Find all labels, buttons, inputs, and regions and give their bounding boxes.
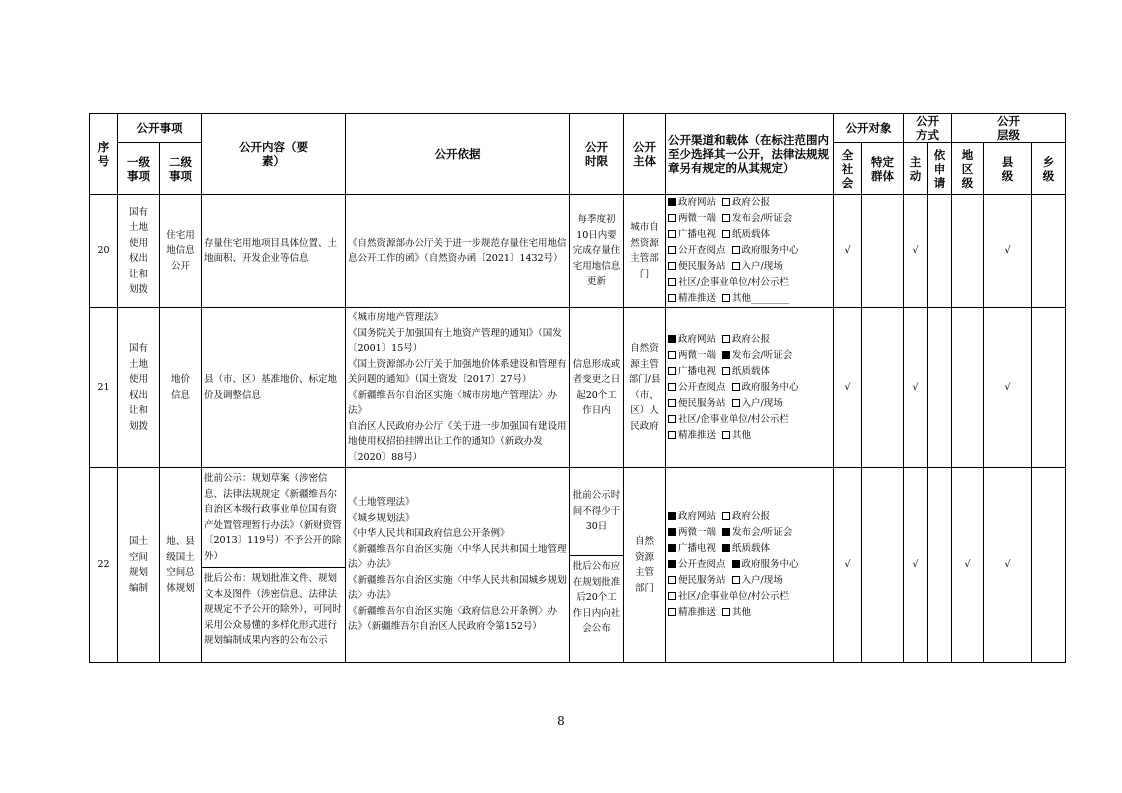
channel-label: 入户/现场: [741, 261, 783, 272]
header-target-specific: 特定群体: [862, 143, 904, 195]
channel-label: 政府网站: [678, 511, 717, 522]
cell-time-limit: 每季度初10日内要完成存量住宅用地信息更新: [570, 195, 624, 308]
basis-item: 《土地管理法》: [348, 497, 415, 509]
channel-line: [668, 291, 831, 307]
cell-apply: [928, 468, 952, 663]
unchecked-box-icon: [668, 415, 676, 423]
channel-option: [722, 543, 770, 554]
channel-line: [668, 243, 831, 259]
cell-level2: 地价信息: [160, 308, 202, 468]
channel-option: [732, 575, 783, 586]
channel-option: [668, 213, 716, 224]
channel-option: [668, 559, 726, 570]
checked-box-icon: [668, 512, 676, 520]
basis-item: 《新疆维吾尔自治区实施〈政府信息公开条例〉办法》（新疆维吾尔自治区人民政府令第152号）: [348, 605, 558, 633]
header-method: 公开方式: [904, 114, 952, 143]
channel-line: [668, 259, 831, 275]
cell-level1: 国有土地使用权出让和划拨: [118, 195, 160, 308]
header-target-all: 全社会: [834, 143, 862, 195]
channel-option: [668, 414, 789, 425]
channel-label: 纸质载体: [732, 365, 771, 377]
channel-option: [668, 197, 716, 208]
cell-specific: [862, 468, 904, 663]
channel-option: [668, 229, 716, 240]
channel-option: [668, 366, 716, 377]
basis-item: 《城乡规划法》: [348, 512, 415, 524]
unchecked-box-icon: [668, 246, 676, 254]
channel-option: [668, 382, 726, 393]
header-level: 公开层级: [952, 114, 1066, 143]
time-limit-post: 批后公布应在规划批准后20个工作日内向社会公布: [572, 561, 621, 634]
checked-box-icon: [732, 560, 740, 568]
channel-option: [668, 511, 716, 522]
channel-label: 纸质载体: [732, 543, 771, 554]
header-channel: 公开渠道和载体（在标注范围内至少选择其一公开，法律法规规章另有规定的从其规定）: [666, 114, 834, 195]
channel-label: 精准推送: [678, 429, 717, 441]
channel-option: [668, 398, 726, 409]
cell-subject: 自然资源主管部门: [624, 468, 666, 663]
cell-specific: [862, 195, 904, 308]
channel-label: 发布会/听证会: [732, 527, 793, 538]
unchecked-box-icon: [732, 246, 740, 254]
channel-option: [722, 293, 789, 304]
cell-town: [1032, 308, 1066, 468]
header-items: 公开事项: [118, 114, 202, 143]
channel-option: [722, 607, 751, 618]
unchecked-box-icon: [722, 214, 730, 222]
cell-level2: 地、县级国土空间总体规划: [160, 468, 202, 663]
channel-line: [668, 227, 831, 243]
basis-item: 《新疆维吾尔自治区实施〈中华人民共和国城乡规划法〉办法》: [348, 574, 567, 602]
checked-box-icon: [722, 351, 730, 359]
unchecked-box-icon: [722, 335, 730, 343]
channel-label: 便民服务站: [678, 575, 726, 586]
unchecked-box-icon: [722, 367, 730, 375]
channel-option: [668, 350, 716, 361]
channel-label: 政府网站: [678, 197, 717, 208]
channel-label: 两微一端: [678, 527, 717, 538]
channel-option: [732, 559, 799, 570]
checked-box-icon: [668, 335, 676, 343]
page-number: 8: [557, 714, 565, 728]
channel-label: 发布会/听证会: [732, 213, 793, 224]
cell-channels: [666, 308, 834, 468]
channel-option: [668, 334, 716, 345]
cell-channels: [666, 195, 834, 308]
basis-item: 《国土资源部办公厅关于加强地价体系建设和管理有关问题的通知》（国土资发〔2017〕27号）: [348, 358, 567, 385]
channel-option: [668, 261, 726, 272]
channel-label: 广播电视: [678, 365, 717, 377]
channel-option: [722, 213, 792, 224]
channel-label: 其他: [732, 429, 752, 441]
cell-county: √: [984, 468, 1032, 663]
unchecked-box-icon: [722, 294, 730, 302]
channel-option: [732, 398, 783, 409]
channel-label: 入户/现场: [741, 575, 783, 586]
cell-town: [1032, 468, 1066, 663]
channel-label: 纸质载体: [732, 229, 771, 240]
cell-content: [202, 468, 346, 663]
header-method-active: 主动: [904, 143, 928, 195]
unchecked-box-icon: [722, 608, 730, 616]
unchecked-box-icon: [722, 198, 730, 206]
cell-active: √: [904, 195, 928, 308]
cell-active: √: [904, 308, 928, 468]
cell-level1: 国土空间规划编制: [118, 468, 160, 663]
channel-label: 两微一端: [678, 213, 717, 224]
cell-town: [1032, 195, 1066, 308]
cell-time-limit: [570, 468, 624, 663]
cell-seq: 20: [90, 195, 118, 308]
unchecked-box-icon: [668, 608, 676, 616]
channel-label: 精准推送: [678, 293, 717, 304]
channel-option: [668, 293, 716, 304]
channel-label: 政府公报: [732, 511, 771, 522]
unchecked-box-icon: [668, 278, 676, 286]
basis-item: 《中华人民共和国政府信息公开条例》: [348, 528, 510, 540]
channel-label: 广播电视: [678, 543, 717, 554]
checked-box-icon: [668, 528, 676, 536]
channel-label: 公开查阅点: [678, 559, 726, 570]
channel-label: 广播电视: [678, 229, 717, 240]
header-seq: 序号: [90, 114, 118, 195]
unchecked-box-icon: [668, 262, 676, 270]
channel-line: [668, 211, 831, 227]
unchecked-box-icon: [668, 592, 676, 600]
channel-label: 政府服务中心: [741, 245, 799, 256]
channel-line: [668, 332, 831, 348]
header-basis: 公开依据: [346, 114, 570, 195]
cell-content: 县（市、区）基准地价、标定地价及调整信息: [202, 308, 346, 468]
channel-option: [722, 334, 770, 345]
content-post-approval: 批后公布：规划批准文件、规划文本及图件（涉密信息、法律法规规定不予公开的除外），可同时采用公众易懂的多样化形式进行规划编制成果内容的公布公示: [202, 567, 345, 652]
cell-apply: [928, 308, 952, 468]
channel-option: [668, 607, 716, 618]
channel-option: [668, 245, 726, 256]
channel-label: 政府公报: [732, 333, 771, 345]
channel-label: 政府网站: [678, 333, 717, 345]
channel-option: [732, 245, 799, 256]
header-level-county: 县级: [984, 143, 1032, 195]
table-row: [90, 195, 1066, 308]
cell-basis: [346, 195, 570, 308]
cell-basis: [346, 308, 570, 468]
checked-box-icon: [668, 544, 676, 552]
cell-subject: 城市自然资源主管部门: [624, 195, 666, 308]
cell-time-limit: 信息形成或者变更之日起20个工作日内: [570, 308, 624, 468]
channel-label: 政府公报: [732, 197, 771, 208]
cell-all: √: [834, 468, 862, 663]
content-pre-approval: 批前公示：规划草案（涉密信息、法律法规规定《新疆维吾尔自治区本级行政事业单位国有资产处置管理暂行办法》（新财资管〔2013〕119号）不予公开的除外）: [204, 473, 342, 562]
channel-line: [668, 573, 831, 589]
unchecked-box-icon: [668, 294, 676, 302]
channel-label: 便民服务站: [678, 261, 726, 272]
channel-label: 社区/企事业单位/村公示栏: [678, 591, 789, 602]
checked-box-icon: [668, 560, 676, 568]
channel-line: [668, 557, 831, 573]
channel-line: [668, 412, 831, 428]
cell-content: 存量住宅用地项目具体位置、土地面积、开发企业等信息: [202, 195, 346, 308]
cell-active: √: [904, 468, 928, 663]
unchecked-box-icon: [722, 431, 730, 439]
channel-label: 发布会/听证会: [732, 349, 793, 361]
channel-option: [722, 229, 770, 240]
unchecked-box-icon: [668, 431, 676, 439]
channel-label: 精准推送: [678, 607, 717, 618]
cell-region: [952, 308, 984, 468]
channel-line: [668, 275, 831, 291]
checked-box-icon: [722, 528, 730, 536]
channel-option: [668, 527, 716, 538]
unchecked-box-icon: [732, 383, 740, 391]
cell-seq: 21: [90, 308, 118, 468]
channel-label: 政府服务中心: [741, 381, 799, 393]
channel-label: 其他: [732, 607, 752, 618]
channel-option: [722, 350, 792, 361]
disclosure-table: [89, 113, 1066, 663]
channel-label: 两微一端: [678, 349, 717, 361]
channel-line: [668, 428, 831, 444]
channel-line: [668, 509, 831, 525]
time-limit-pre: 批前公示时间不得少于30日: [572, 490, 621, 532]
cell-basis: [346, 468, 570, 663]
unchecked-box-icon: [668, 214, 676, 222]
header-time-limit: 公开时限: [570, 114, 624, 195]
channel-label: 公开查阅点: [678, 245, 726, 256]
basis-item: 《国务院关于加强国有土地资产管理的通知》（国发〔2001〕15号）: [348, 327, 562, 354]
channel-line: [668, 396, 831, 412]
channel-option: [668, 543, 716, 554]
cell-county: √: [984, 195, 1032, 308]
basis-item: 《自然资源部办公厅关于进一步规范存量住宅用地信息公开工作的函》（自然资办函〔2021〕1432号）: [348, 237, 567, 264]
checked-box-icon: [722, 544, 730, 552]
channel-option: [732, 261, 783, 272]
unchecked-box-icon: [732, 576, 740, 584]
unchecked-box-icon: [668, 230, 676, 238]
channel-line: [668, 380, 831, 396]
header-level2: 二级事项: [160, 143, 202, 195]
checked-box-icon: [668, 198, 676, 206]
channel-line: [668, 589, 831, 605]
channel-option: [668, 575, 726, 586]
channel-option: [722, 430, 751, 441]
unchecked-box-icon: [732, 399, 740, 407]
channel-line: [668, 605, 831, 621]
unchecked-box-icon: [722, 230, 730, 238]
channel-label: 社区/企事业单位/村公示栏: [678, 277, 789, 288]
unchecked-box-icon: [668, 367, 676, 375]
header-level-town: 乡级: [1032, 143, 1066, 195]
unchecked-box-icon: [668, 399, 676, 407]
header-method-apply: 依申请: [928, 143, 952, 195]
header-subject: 公开主体: [624, 114, 666, 195]
cell-region: [952, 195, 984, 308]
channel-line: [668, 195, 831, 211]
channel-label: 入户/现场: [741, 397, 783, 409]
unchecked-box-icon: [732, 262, 740, 270]
channel-option: [668, 277, 789, 288]
unchecked-box-icon: [668, 351, 676, 359]
channel-label: 其他________: [732, 293, 790, 304]
channel-label: 公开查阅点: [678, 381, 726, 393]
cell-apply: [928, 195, 952, 308]
cell-subject: 自然资源主管部门/县（市、区）人民政府: [624, 308, 666, 468]
channel-line: [668, 348, 831, 364]
unchecked-box-icon: [722, 512, 730, 520]
basis-item: 《新疆维吾尔自治区实施〈中华人民共和国土地管理法〉办法》: [348, 543, 567, 571]
channel-option: [732, 382, 799, 393]
header-level-region: 地区级: [952, 143, 984, 195]
channel-label: 便民服务站: [678, 397, 726, 409]
basis-item: 《新疆维吾尔自治区实施〈城市房地产管理法〉办法》: [348, 389, 558, 416]
unchecked-box-icon: [668, 383, 676, 391]
cell-county: √: [984, 308, 1032, 468]
cell-level1: 国有土地使用权出让和划拨: [118, 308, 160, 468]
channel-option: [722, 197, 770, 208]
cell-level2: 住宅用地信息公开: [160, 195, 202, 308]
channel-option: [668, 591, 789, 602]
cell-seq: 22: [90, 468, 118, 663]
unchecked-box-icon: [668, 576, 676, 584]
cell-channels: [666, 468, 834, 663]
header-target: 公开对象: [834, 114, 904, 143]
table-row: [90, 308, 1066, 468]
cell-region: √: [952, 468, 984, 663]
cell-specific: [862, 308, 904, 468]
channel-option: [722, 511, 770, 522]
table-row: [90, 468, 1066, 663]
channel-line: [668, 541, 831, 557]
channel-line: [668, 525, 831, 541]
channel-line: [668, 364, 831, 380]
basis-item: 《城市房地产管理法》: [348, 312, 444, 323]
basis-item: 自治区人民政府办公厅《关于进一步加强国有建设用地使用权招拍挂牌出让工作的通知》（新政办发〔2020〕88号）: [348, 420, 567, 463]
channel-label: 政府服务中心: [741, 559, 799, 570]
channel-option: [668, 430, 716, 441]
channel-label: 社区/企事业单位/村公示栏: [678, 413, 789, 425]
channel-option: [722, 527, 792, 538]
header-level1: 一级事项: [118, 143, 160, 195]
cell-all: √: [834, 308, 862, 468]
cell-all: √: [834, 195, 862, 308]
header-content: 公开内容（要素）: [202, 114, 346, 195]
channel-option: [722, 366, 770, 377]
